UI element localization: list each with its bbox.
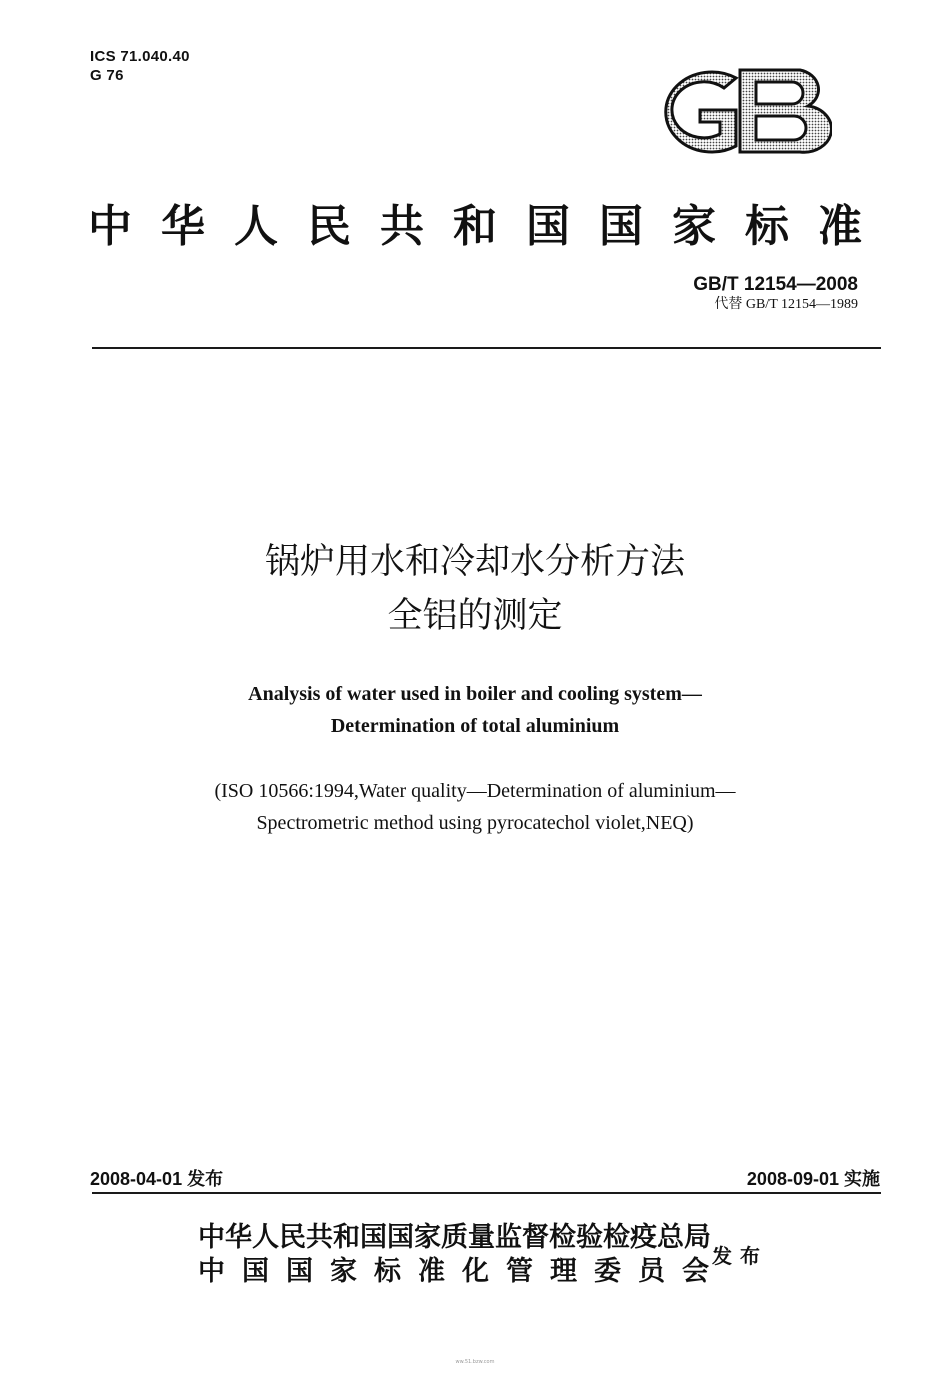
- iso-reference: [0, 775, 950, 839]
- issuer-aqsiq: 中华人民共和国国家质量监督检验检疫总局: [198, 1222, 711, 1253]
- chinese-title: [0, 535, 950, 643]
- standard-number: GB/T 12154—2008: [693, 274, 858, 295]
- issuer-sac: 中国国家标准化管理委员会: [198, 1256, 726, 1287]
- english-title: [0, 678, 950, 742]
- chinese-title-line-2: 全铝的测定: [387, 596, 563, 636]
- ccs-code: G 76: [90, 67, 124, 84]
- iso-reference-line-2: Spectrometric method using pyrocatechol violet,NEQ): [256, 812, 694, 834]
- implementation-date: 2008-09-01 实施: [746, 1169, 880, 1189]
- chinese-title-line-1: 锅炉用水和冷却水分析方法: [264, 542, 685, 582]
- english-title-line-1: Analysis of water used in boiler and cooling system—: [248, 683, 702, 705]
- header-divider: [92, 347, 881, 349]
- english-title-line-2: Determination of total aluminium: [330, 715, 620, 737]
- national-standard-title: 中华人民共和国国家标准: [88, 201, 891, 252]
- ics-code: ICS 71.040.40: [90, 48, 190, 65]
- classification-codes: [90, 47, 190, 85]
- standard-number-block: [620, 274, 858, 314]
- publish-label: 发布: [712, 1244, 768, 1268]
- replaced-standard: 代替 GB/T 12154—1989: [714, 297, 858, 312]
- iso-reference-line-1: (ISO 10566:1994,Water quality—Determination of aluminium—: [214, 780, 736, 802]
- footer-divider: [92, 1192, 881, 1194]
- issue-date: 2008-04-01 发布: [90, 1169, 224, 1189]
- gb-logo: [640, 60, 832, 160]
- footer-watermark: ww.51.bzw.com: [455, 1359, 495, 1365]
